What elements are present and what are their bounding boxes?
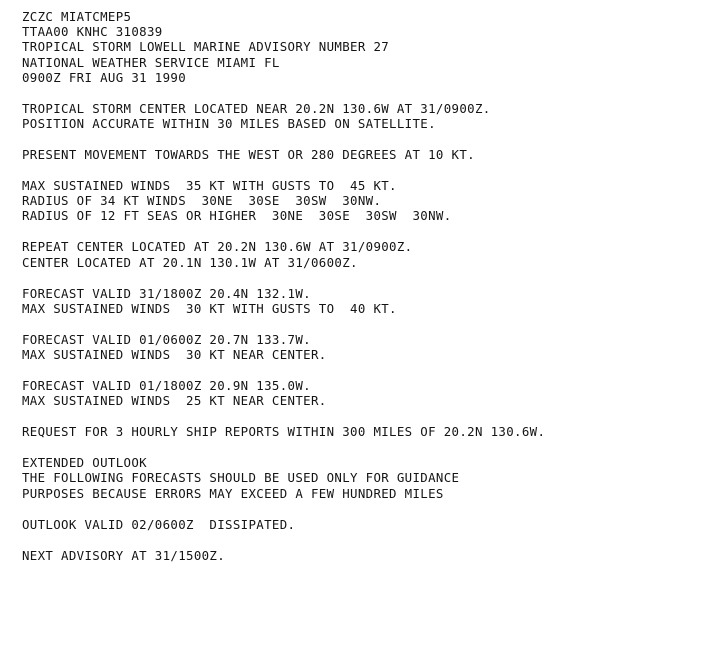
advisory-paragraph [22, 548, 717, 563]
advisory-line: 0900Z FRI AUG 31 1990 [22, 69, 187, 85]
advisory-line: OUTLOOK VALID 02/0600Z DISSIPATED. [22, 516, 296, 532]
advisory-line: REPEAT CENTER LOCATED AT 20.2N 130.6W AT 31/0900Z. [22, 239, 413, 255]
advisory-line: FORECAST VALID 01/1800Z 20.9N 135.0W. [22, 378, 311, 394]
advisory-line: REQUEST FOR 3 HOURLY SHIP REPORTS WITHIN 300 MILES OF 20.2N 130.6W. [22, 424, 546, 440]
advisory-line: THE FOLLOWING FORECASTS SHOULD BE USED ONLY FOR GUIDANCE [22, 470, 460, 486]
advisory-line: MAX SUSTAINED WINDS 30 KT NEAR CENTER. [22, 347, 327, 363]
advisory-line: PURPOSES BECAUSE ERRORS MAY EXCEED A FEW HUNDRED MILES [22, 485, 444, 501]
advisory-line: MAX SUSTAINED WINDS 30 KT WITH GUSTS TO 40 KT. [22, 300, 397, 316]
advisory-paragraph [22, 147, 717, 162]
marine-advisory-text [22, 9, 717, 563]
advisory-paragraph [22, 378, 717, 408]
advisory-paragraph [22, 286, 717, 316]
advisory-line: PRESENT MOVEMENT TOWARDS THE WEST OR 280 DEGREES AT 10 KT. [22, 147, 475, 163]
advisory-paragraph [22, 517, 717, 532]
advisory-line: NATIONAL WEATHER SERVICE MIAMI FL [22, 54, 280, 70]
advisory-line: FORECAST VALID 31/1800Z 20.4N 132.1W. [22, 285, 311, 301]
advisory-paragraph [22, 332, 717, 362]
advisory-line: POSITION ACCURATE WITHIN 30 MILES BASED ON SATELLITE. [22, 116, 436, 132]
advisory-line: MAX SUSTAINED WINDS 35 KT WITH GUSTS TO 45 KT. [22, 178, 397, 194]
advisory-paragraph [22, 455, 717, 501]
advisory-line: CENTER LOCATED AT 20.1N 130.1W AT 31/0600Z. [22, 254, 358, 270]
advisory-paragraph [22, 178, 717, 224]
advisory-paragraph [22, 101, 717, 131]
advisory-line: ZCZC MIATCMEP5 [22, 9, 132, 24]
advisory-line: NEXT ADVISORY AT 31/1500Z. [22, 547, 226, 563]
advisory-paragraph [22, 239, 717, 269]
advisory-line: RADIUS OF 12 FT SEAS OR HIGHER 30NE 30SE 30SW 30NW. [22, 208, 452, 224]
advisory-line: TROPICAL STORM LOWELL MARINE ADVISORY NUMBER 27 [22, 39, 390, 55]
advisory-line: RADIUS OF 34 KT WINDS 30NE 30SE 30SW 30NW. [22, 193, 382, 209]
advisory-paragraph [22, 424, 717, 439]
advisory-paragraph [22, 9, 717, 85]
advisory-line: TROPICAL STORM CENTER LOCATED NEAR 20.2N 130.6W AT 31/0900Z. [22, 100, 491, 116]
advisory-line: EXTENDED OUTLOOK [22, 455, 147, 471]
advisory-line: MAX SUSTAINED WINDS 25 KT NEAR CENTER. [22, 393, 327, 409]
advisory-line: FORECAST VALID 01/0600Z 20.7N 133.7W. [22, 331, 311, 347]
advisory-line: TTAA00 KNHC 310839 [22, 24, 163, 40]
